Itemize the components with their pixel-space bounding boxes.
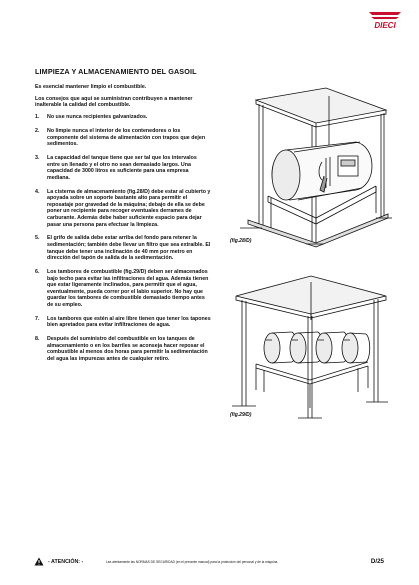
list-item-text: Los tambores de combustible (fig.29/D) deben ser almacenados bajo techo para evitar las infiltraciones del agua. Además tienen que estar ligeramente inclinados, para permitir que el agua, eventualmente, pueda correr por el labio superior. No hay que guardar los tambores de combustible demasiado tiempo antes de su empleo. — [47, 269, 209, 308]
list-item-number: 4. — [35, 188, 40, 195]
list-item-number: 5. — [35, 235, 40, 242]
list-item — [35, 336, 211, 362]
list-item-number: 1. — [35, 114, 40, 121]
list-item-number: 3. — [35, 155, 40, 162]
list-item-text: El grifo de salida debe estar arriba del fondo para retener la sedimentación; también debe llevar un filtro que sea extraíble. El tanque debe tener una inclinación de 40 mm por metro en dirección del tapón de salida de la sedimentación. — [47, 235, 211, 262]
list-item — [35, 316, 211, 329]
list-item — [35, 128, 211, 148]
list-item-text: Los tambores que estén al aire libre tienen que tener los tapones bien apretados para evitar infiltraciones de agua. — [47, 315, 211, 329]
list-item-text: No limpie nunca el interior de los contenedores o los componente del sistema de alimentación con trapos que dejen sedimentos. — [47, 128, 206, 148]
list-item — [35, 114, 211, 121]
list-item-number: 6. — [35, 269, 40, 275]
svg-text:DIECI: DIECI — [374, 21, 396, 30]
warning-title: - ATENCIÓN: - — [48, 559, 84, 565]
lead-paragraph: Los consejos que aquí se suministran contribuyen a mantener inalterable la calidad del combustible. — [35, 95, 193, 109]
list-item-text: La cisterna de almacenamiento (fig.28/D) debe estar al cubierto y apoyada sobre un soporte bastante alto para permitir el reposataje por gravedad de la máquina; debajo de ella se debe poner un recipiente para recoger eventuales derrames de carburante. Además debe haber suficiente espacio para dejar pasar una persona para efectuar la limpieza. — [47, 188, 211, 228]
body-text-column — [35, 84, 211, 370]
list-item — [35, 269, 211, 309]
section-title: LIMPIEZA Y ALMACENAMIENTO DEL GASOIL — [35, 67, 197, 76]
page-footer — [32, 557, 384, 569]
dieci-logo — [365, 8, 405, 30]
list-item-text: Después del suministro del combustible en los tanques de almacenamiento o en los barriles se aconseja hacer reposar el combustible al menos dos horas para permitir la sedimentación del agua las impurezas antes de cualquier retiro. — [47, 336, 208, 362]
list-item-number: 2. — [35, 128, 40, 135]
list-item — [35, 155, 211, 181]
intro-paragraph: Es esencial mantener limpio el combustible. — [35, 84, 147, 90]
list-item-text: No use nunca recipientes galvanizados. — [47, 114, 148, 121]
advice-list — [35, 114, 211, 362]
fig28-tank-illustration — [226, 78, 396, 248]
warning-text: Lea atentamente las NORMAS DE SEGURIDAD (en el presente manual) para la protección del personal y de la máquina. — [106, 559, 279, 564]
fig29-drums-illustration — [226, 268, 396, 423]
list-item-number: 8. — [35, 336, 40, 343]
warning-triangle-icon — [34, 557, 44, 566]
list-item-number: 7. — [35, 315, 40, 322]
fig28-label: (fig.28/D) — [230, 238, 252, 244]
list-item — [35, 235, 211, 261]
fig29-label: (fig.29/D) — [230, 412, 252, 418]
list-item — [35, 189, 211, 229]
list-item-text: La capacidad del tanque tiene que ser tal que los intervalos entre un llenado y el otro no sean demasiado largos. Una capacidad de 3000 litros es suficiente para una empresa mediana. — [47, 155, 197, 181]
page-number: D/25 — [370, 558, 384, 565]
